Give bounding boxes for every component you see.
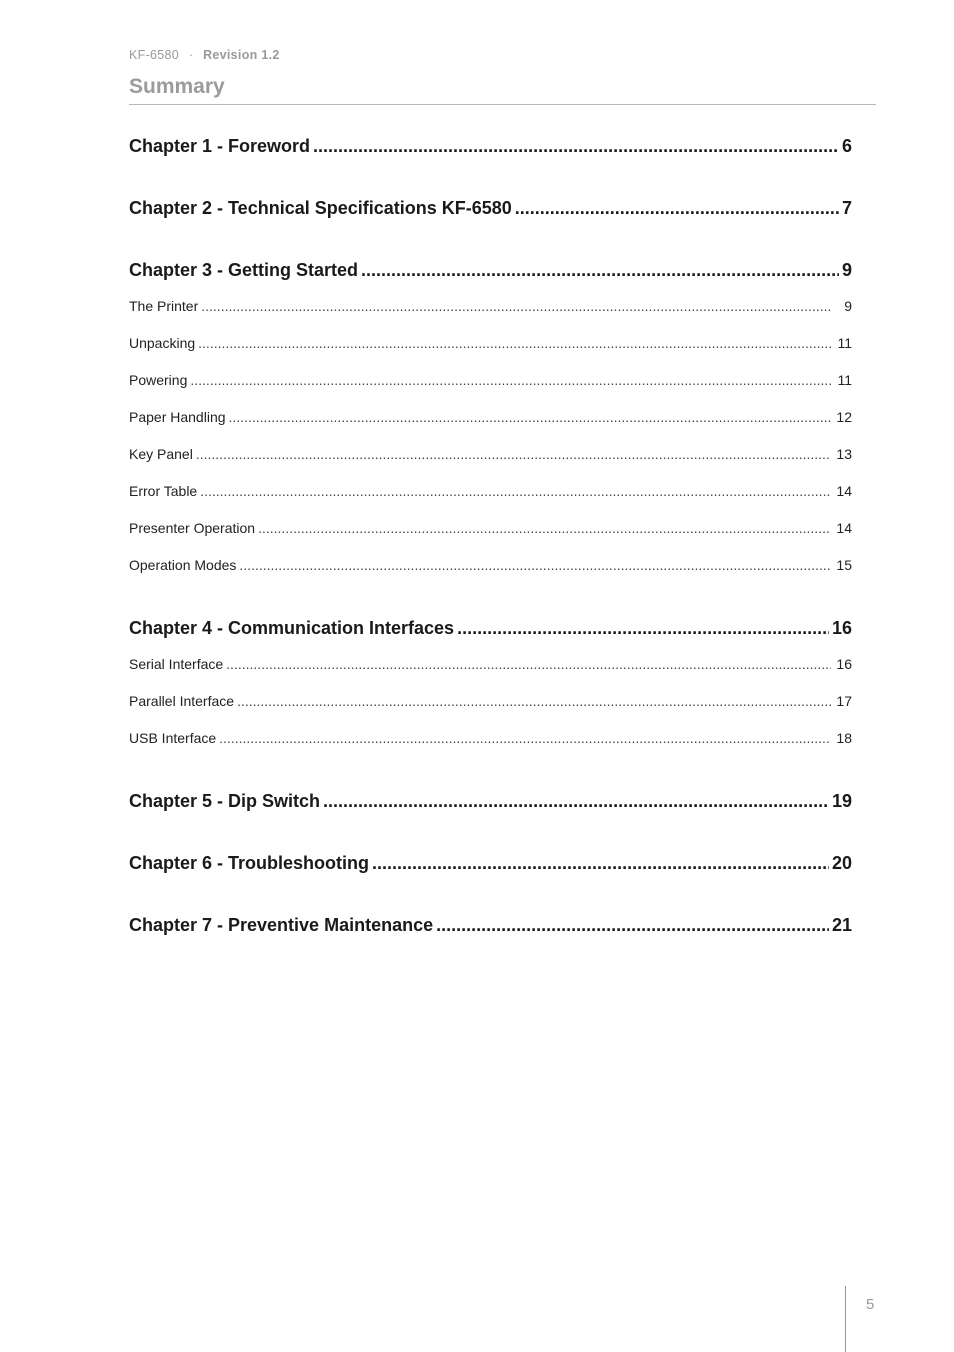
toc-entry-label: Key Panel — [129, 446, 193, 462]
toc-entry-label: Error Table — [129, 483, 198, 499]
toc-dot-leader — [201, 288, 831, 325]
revision-label: Revision 1.2 — [203, 48, 280, 62]
toc-entry-page: 20 — [831, 853, 852, 873]
toc-section-entry[interactable] — [129, 510, 852, 547]
toc-entry-label: Unpacking — [129, 335, 196, 351]
toc-dot-leader — [436, 907, 829, 943]
toc-entry-label: Serial Interface — [129, 656, 224, 672]
toc-dot-leader — [190, 362, 831, 399]
toc-entry-page: 18 — [836, 730, 852, 746]
toc-entry-page: 14 — [836, 483, 852, 499]
toc-entry-label: Powering — [129, 372, 188, 388]
toc-section-entry[interactable] — [129, 399, 852, 436]
toc-dot-leader — [313, 128, 839, 164]
model-name: KF-6580 — [129, 48, 180, 62]
toc-entry-label: Presenter Operation — [129, 520, 256, 536]
toc-chapter-entry[interactable] — [129, 783, 852, 819]
toc-dot-leader — [200, 473, 831, 510]
toc-entry-page: 21 — [831, 915, 852, 935]
toc-dot-leader — [515, 190, 839, 226]
toc-section-entry[interactable] — [129, 547, 852, 584]
toc-section-entry[interactable] — [129, 683, 852, 720]
toc-entry-label: Paper Handling — [129, 409, 226, 425]
table-of-contents — [129, 128, 852, 943]
toc-section-entry[interactable] — [129, 325, 852, 362]
toc-entry-page: 16 — [831, 618, 852, 638]
toc-entry-label: USB Interface — [129, 730, 217, 746]
toc-dot-leader — [258, 510, 831, 547]
toc-entry-page: 14 — [836, 520, 852, 536]
toc-section-entry[interactable] — [129, 646, 852, 683]
toc-entry-page: 11 — [837, 335, 852, 351]
toc-section-entry[interactable] — [129, 362, 852, 399]
toc-entry-page: 19 — [831, 791, 852, 811]
toc-entry-page: 9 — [841, 260, 852, 280]
toc-dot-leader — [198, 325, 831, 362]
toc-entry-page: 7 — [841, 198, 852, 218]
toc-section-entry[interactable] — [129, 288, 852, 325]
toc-dot-leader — [372, 845, 829, 881]
toc-entry-label: Parallel Interface — [129, 693, 235, 709]
toc-section-entry[interactable] — [129, 436, 852, 473]
toc-dot-leader — [196, 436, 831, 473]
toc-entry-page: 13 — [836, 446, 852, 462]
toc-dot-leader — [457, 610, 829, 646]
toc-entry-page: 12 — [836, 409, 852, 425]
toc-dot-leader — [219, 720, 831, 757]
meta-separator: · — [188, 48, 194, 62]
toc-dot-leader — [226, 646, 831, 683]
toc-chapter-entry[interactable] — [129, 128, 852, 164]
toc-section-entry[interactable] — [129, 473, 852, 510]
toc-dot-leader — [237, 683, 831, 720]
toc-entry-label: Chapter 6 - Troubleshooting — [129, 853, 370, 873]
toc-dot-leader — [239, 547, 831, 584]
toc-entry-page: 11 — [837, 372, 852, 388]
toc-chapter-entry[interactable] — [129, 190, 852, 226]
page-title: Summary — [129, 74, 876, 105]
toc-entry-label: Chapter 5 - Dip Switch — [129, 791, 321, 811]
toc-entry-page: 17 — [836, 693, 852, 709]
toc-chapter-entry[interactable] — [129, 845, 852, 881]
toc-entry-label: Chapter 4 - Communication Interfaces — [129, 618, 455, 638]
page-header — [129, 46, 876, 105]
footer-divider — [845, 1286, 846, 1352]
toc-entry-label: Chapter 3 - Getting Started — [129, 260, 359, 280]
toc-entry-label: Chapter 7 - Preventive Maintenance — [129, 915, 434, 935]
toc-dot-leader — [361, 252, 839, 288]
toc-entry-label: Chapter 2 - Technical Specifications KF-6580 — [129, 198, 512, 218]
toc-entry-label: Chapter 1 - Foreword — [129, 136, 311, 156]
toc-section-entry[interactable] — [129, 720, 852, 757]
toc-entry-label: Operation Modes — [129, 557, 237, 573]
toc-entry-page: 15 — [836, 557, 852, 573]
toc-chapter-entry[interactable] — [129, 907, 852, 943]
toc-chapter-entry[interactable] — [129, 252, 852, 288]
toc-entry-page: 16 — [836, 656, 852, 672]
toc-entry-page: 9 — [844, 298, 852, 314]
toc-entry-page: 6 — [841, 136, 852, 156]
toc-dot-leader — [323, 783, 829, 819]
page-number: 5 — [866, 1296, 875, 1313]
document-meta — [129, 46, 876, 64]
toc-entry-label: The Printer — [129, 298, 199, 314]
toc-chapter-entry[interactable] — [129, 610, 852, 646]
toc-dot-leader — [229, 399, 831, 436]
